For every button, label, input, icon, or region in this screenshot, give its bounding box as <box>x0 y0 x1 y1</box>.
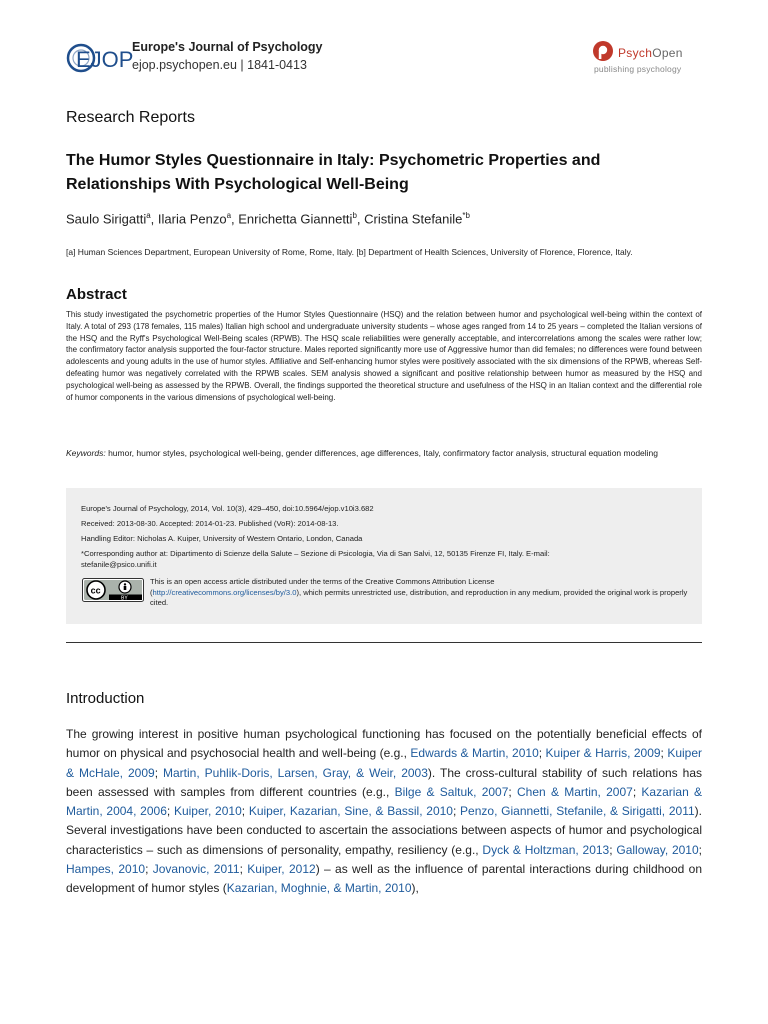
author-name: Saulo Sirigatti <box>66 211 147 227</box>
citation-link[interactable]: Edwards & Martin, 2010 <box>410 746 539 761</box>
license-link[interactable]: http://creativecommons.org/licenses/by/3.0 <box>152 587 297 597</box>
citation-link[interactable]: Galloway, 2010 <box>616 842 699 857</box>
citation-link[interactable]: Martin, Puhlik-Doris, Larsen, Gray, & Weir, 2003 <box>163 765 428 780</box>
publisher-name-a: Psych <box>618 46 653 60</box>
journal-url-issn[interactable]: ejop.psychopen.eu | 1841-0413 <box>132 58 307 72</box>
intro-text-segment: ). The cross-cultural stability of such relations has been assessed with samples from different countries (e.g., <box>66 765 703 799</box>
publisher-tagline: publishing psychology <box>594 64 682 74</box>
author-affiliation-mark: a <box>146 211 151 220</box>
citation-link[interactable]: Kuiper, 2012 <box>247 862 316 877</box>
intro-text-segment: ; <box>145 862 153 877</box>
publisher-name <box>618 46 683 60</box>
keywords-text: humor, humor styles, psychological well-being, gender differences, age differences, Italy, confirmatory factor analysis, structural equation modeling <box>108 448 659 458</box>
license-text-a: This is an open access article distributed under the terms of the Creative Commons Attribution License <box>150 577 495 586</box>
journal-header <box>66 36 702 80</box>
citation-link[interactable]: Kuiper & McHale, 2009 <box>66 746 702 780</box>
introduction-heading: Introduction <box>66 690 145 707</box>
license-statement: This is an open access article distributed under the terms of the Creative Commons Attribution License (http://creativecommons.org/licenses/by/3.0), which permits unrestricted use, distribution, and reproduction in any medium, provided the original work is properly cited. <box>150 577 688 607</box>
intro-text-segment: ; <box>632 784 642 799</box>
citation-link[interactable]: Kazarian & Martin, 2004, 2006 <box>66 784 703 819</box>
citation-link[interactable]: Jovanovic, 2011 <box>152 862 240 877</box>
section-label: Research Reports <box>66 109 195 126</box>
citation-link[interactable]: Kuiper, 2010 <box>173 804 242 819</box>
corresponding-email[interactable]: stefanile@psico.unifi.it <box>81 560 157 569</box>
intro-text-segment: The growing interest in positive human psychological functioning has focused on the potentially beneficial effects of humor on physical and psychosocial health and well-being (e.g., <box>66 727 702 761</box>
intro-text-segment: ; <box>166 804 174 819</box>
author-affiliation-mark: b <box>352 211 357 220</box>
intro-text-segment: ; <box>660 746 668 761</box>
intro-text-segment: ; <box>538 746 546 761</box>
citation-link[interactable]: Kazarian, Moghnie, & Martin, 2010 <box>226 881 412 896</box>
intro-text-segment: ), <box>411 881 419 896</box>
journal-name: Europe's Journal of Psychology <box>132 40 323 54</box>
svg-text:cc: cc <box>90 585 101 596</box>
abstract-heading: Abstract <box>66 286 127 303</box>
citation-link[interactable]: Dyck & Holtzman, 2013 <box>482 842 610 857</box>
cc-by-license-icon[interactable] <box>82 578 144 602</box>
citation-link[interactable]: Kuiper, Kazarian, Sine, & Bassil, 2010 <box>248 804 453 819</box>
introduction-text <box>66 725 702 899</box>
intro-text-segment: ; <box>154 765 164 780</box>
citation-link[interactable]: Kuiper & Harris, 2009 <box>545 746 661 761</box>
author-affiliation-mark: a <box>226 211 232 220</box>
author-name: Enrichetta Giannetti <box>238 211 353 227</box>
psychopen-icon <box>592 40 614 62</box>
intro-text-segment: ; <box>241 804 249 819</box>
divider <box>66 642 702 643</box>
article-title: The Humor Styles Questionnaire in Italy: Psychometric Properties and Relationships With Psychological Well-Being <box>66 152 601 193</box>
logo-text: EJOP <box>76 47 134 72</box>
keywords-label: Keywords: <box>66 448 106 458</box>
article-info-box <box>66 488 702 624</box>
citation-line: Europe's Journal of Psychology, 2014, Vol. 10(3), 429–450, doi:10.5964/ejop.v10i3.682 <box>81 504 374 513</box>
citation-link[interactable]: Penzo, Giannetti, Stefanile, & Sirigatti, 2011 <box>460 804 695 819</box>
intro-text-segment: ; <box>698 842 702 857</box>
intro-text-segment: ) – as well as the influence of parental interactions during childhood on development of humor styles ( <box>66 862 703 896</box>
license-text-b: ), which permits unrestricted use, distribution, and reproduction in any medium, provided the original work is properly cited. <box>150 587 688 607</box>
dates-line: Received: 2013-08-30. Accepted: 2014-01-23. Published (VoR): 2014-08-13. <box>81 519 339 528</box>
psychopen-logo[interactable] <box>592 38 702 78</box>
author-affiliation-mark: *b <box>462 211 470 220</box>
author-name: Ilaria Penzo <box>157 211 227 227</box>
intro-text-segment: ; <box>508 784 518 799</box>
publisher-name-b: Open <box>652 46 683 60</box>
citation-link[interactable]: Hampes, 2010 <box>66 862 146 877</box>
intro-text-segment: ). Several investigations have been conducted to ascertain the associations between aspects of humor and psychological characteristics – such as dimensions of personality, empathy, resiliency (e.g., <box>66 804 702 857</box>
author-list: Saulo Sirigatti$^a$, Ilaria Penzo$^a$, Enrichetta Giannetti$^b$, Cristina Stefanile$^{*b}$ <box>66 211 470 227</box>
intro-text-segment: ; <box>239 862 248 877</box>
corresponding-line: *Corresponding author at: Dipartimento di Scienze della Salute – Sezione di Psicologia, Via di San Salvi, 12, 50135 Firenze FI, Italy. E-mail: <box>81 549 550 558</box>
keywords <box>66 447 702 459</box>
ejop-logo[interactable] <box>66 36 134 80</box>
affiliations: [a] Human Sciences Department, European University of Rome, Rome, Italy. [b] Department of Health Sciences, University of Florence, Florence, Italy. <box>66 247 633 257</box>
intro-text-segment: ; <box>452 804 461 819</box>
author-name: Cristina Stefanile <box>364 211 463 227</box>
cc-by-label: BY <box>121 595 128 602</box>
intro-text-segment: ; <box>609 842 617 857</box>
citation-link[interactable]: Bilge & Saltuk, 2007 <box>394 784 509 799</box>
abstract-text: This study investigated the psychometric properties of the Humor Styles Questionnaire (HSQ) and the relation between humor and psychological well-being within the context of Italy. A total of 293 (178 females, 115 males) Italian high school and undergraduate university students – whose ages ranged from 14 to 25 years – completed the Italian versions of the HSQ and the Ryff's Psychological Well-Being scales (RPWB). The HSQ scale reliabilities were generally acceptable, and intercorrelations among the scales were rather low; the confirmatory factor analysis supported the four-factor structure. Males reported significantly more use of Aggressive humor than did females; no differences were found between adolescents and young adults in the use of humor styles. Affiliative and Self-enhancing humor styles were positively associated with the six dimensions of the RPWB, whereas Self-defeating humor was negatively correlated with the RPWB scales. SEM analysis showed a significant and positive relationship between humor as measured by the HSQ and psychological well-being as assessed by the RPWB. Overall, the findings supported the theoretical structure and usefulness of the HSQ in an Italian context and the differential role of humor components in the various dimensions of psychological well-being. <box>66 310 702 402</box>
citation-link[interactable]: Chen & Martin, 2007 <box>517 784 633 799</box>
editor-line: Handling Editor: Nicholas A. Kuiper, University of Western Ontario, London, Canada <box>81 534 363 543</box>
